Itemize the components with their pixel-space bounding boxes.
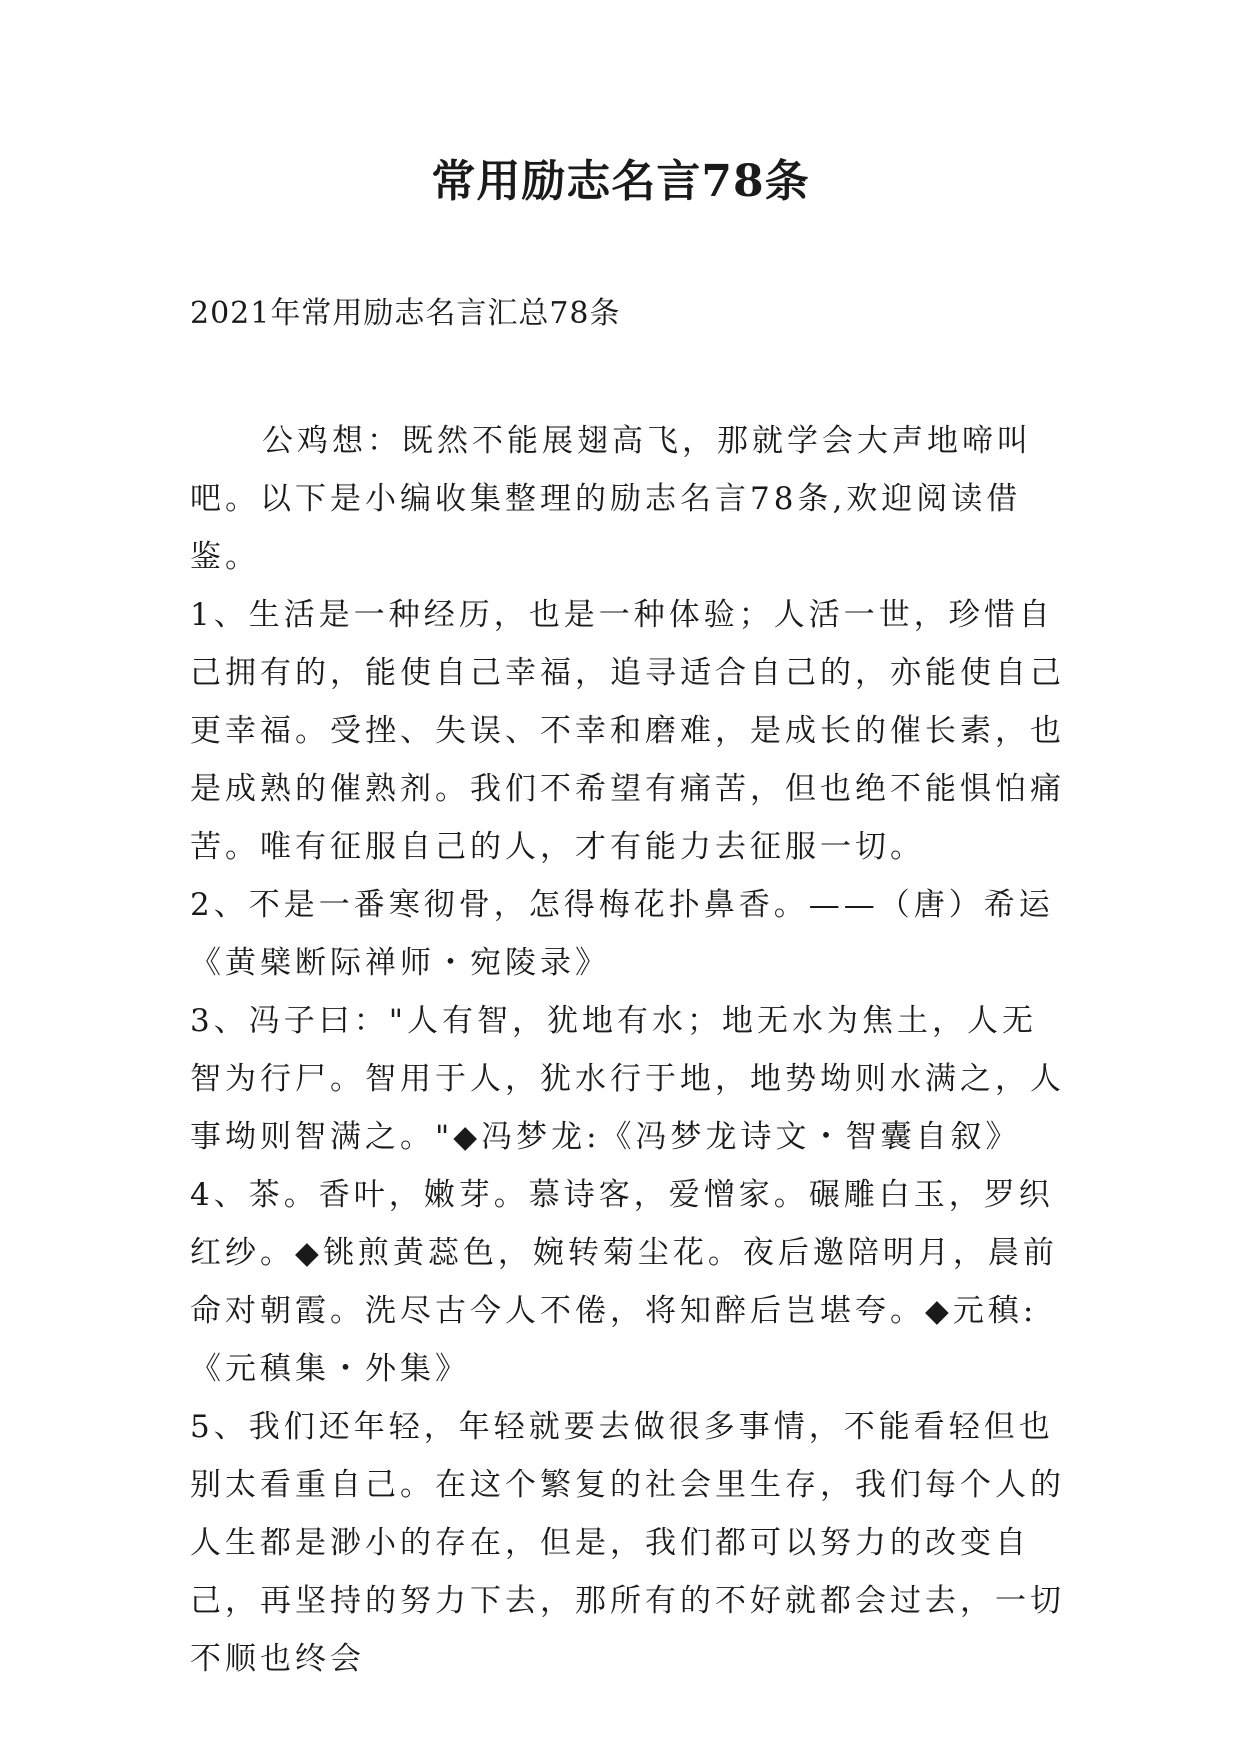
quote-item-1: 1、生活是一种经历，也是一种体验；人活一世，珍惜自己拥有的，能使自己幸福，追寻适合自己的，亦能使自己更幸福。受挫、失误、不幸和磨难，是成长的催长素，也是成熟的催熟剂。我们不希望有痛苦，但也绝不能惧怕痛苦。唯有征服自己的人，才有能力去征服一切。 [190,597,1065,865]
quote-item-5: 5、我们还年轻，年轻就要去做很多事情，不能看轻但也别太看重自己。在这个繁复的社会里生存，我们每个人的人生都是渺小的存在，但是，我们都可以努力的改变自己，再坚持的努力下去，那所有的不好就都会过去，一切不顺也终会 [190,1409,1065,1677]
quote-item-4: 4、茶。香叶，嫩芽。慕诗客，爱憎家。碾雕白玉，罗织红纱。◆铫煎黄蕊色，婉转菊尘花。夜后邀陪明月，晨前命对朝霞。洗尽古今人不倦，将知醉后岂堪夸。◆元稹:《元稹集・外集》 [190,1177,1058,1387]
quote-item-3: 3、冯子曰："人有智，犹地有水；地无水为焦土，人无智为行尸。智用于人，犹水行于地，地势坳则水满之，人事坳则智满之。"◆冯梦龙:《冯梦龙诗文・智囊自叙》 [190,1003,1065,1155]
document-title: 常用励志名言78条 [431,156,810,207]
document-body [190,412,1070,1688]
intro-paragraph: 公鸡想：既然不能展翅高飞，那就学会大声地啼叫吧。以下是小编收集整理的励志名言78条,欢迎阅读借鉴。 [190,423,1032,575]
document-subtitle: 2021年常用励志名言汇总78条 [190,296,621,331]
quote-item-2: 2、不是一番寒彻骨，怎得梅花扑鼻香。——（唐）希运《黄檗断际禅师・宛陵录》 [190,887,1054,981]
